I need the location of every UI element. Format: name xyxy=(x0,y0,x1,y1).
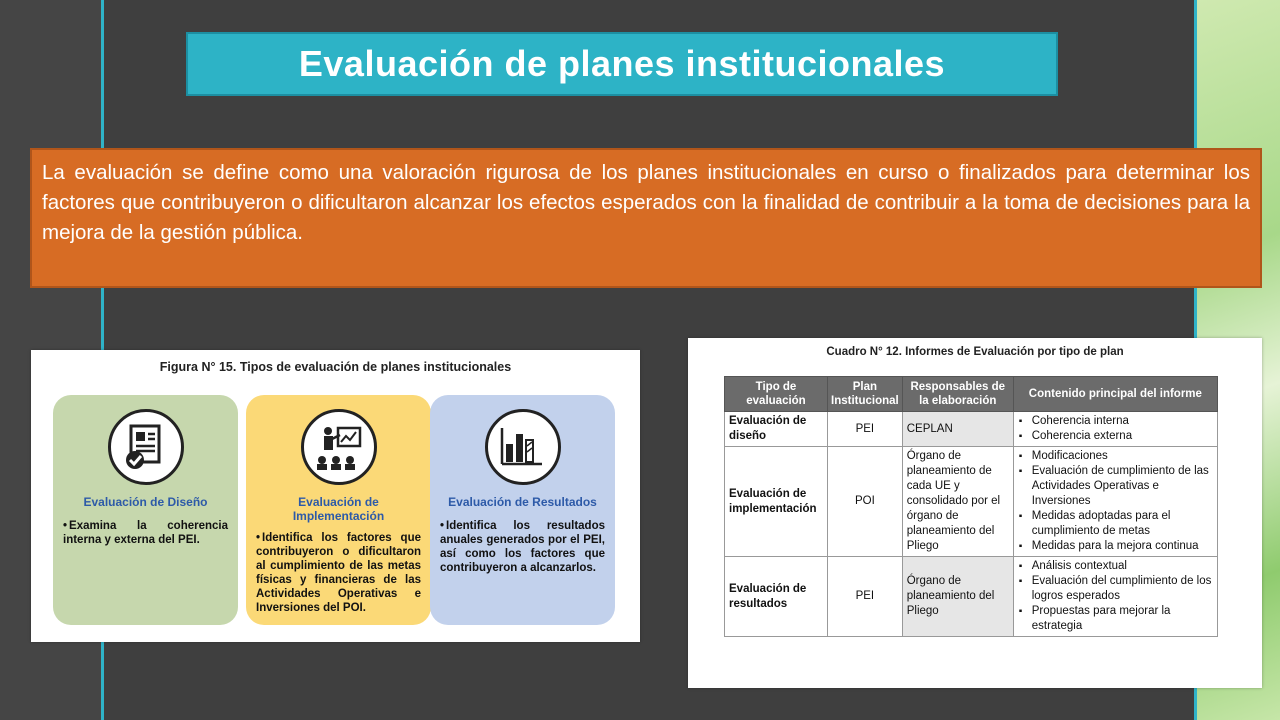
list-item: ▪ Evaluación del cumplimiento de los logros esperados xyxy=(1032,574,1213,604)
table-row xyxy=(725,447,1218,557)
list-item: ▪ Evaluación de cumplimiento de las Actividades Operativas e Inversiones xyxy=(1032,464,1213,509)
column-header: Tipo de evaluación xyxy=(725,377,828,412)
slide-title: Evaluación de planes institucionales xyxy=(298,43,946,84)
table-row xyxy=(725,557,1218,637)
slide-title-box xyxy=(186,32,1058,96)
list-item: ▪ Coherencia externa xyxy=(1032,429,1213,444)
figure-panel xyxy=(31,350,640,642)
cell-plan: POI xyxy=(828,447,903,557)
cell-contenido xyxy=(1013,557,1217,637)
table-row xyxy=(725,412,1218,447)
cell-responsables: CEPLAN xyxy=(902,412,1013,447)
cell-responsables: Órgano de planeamiento del Pliego xyxy=(902,557,1013,637)
table-panel xyxy=(688,338,1262,688)
list-item: ▪ Medidas para la mejora continua xyxy=(1032,539,1213,554)
bar-chart-icon xyxy=(485,409,561,485)
cell-responsables: Órgano de planeamiento de cada UE y consolidado por el órgano de planeamiento del Pliego xyxy=(902,447,1013,557)
table-title: Cuadro N° 12. Informes de Evaluación por tipo de plan xyxy=(826,346,1124,358)
card-body: • Identifica los resultados anuales generados por el PEI, así como los factores que contribuyeron a alcanzarlos. xyxy=(440,520,605,574)
document-check-icon xyxy=(108,409,184,485)
cell-tipo: Evaluación de implementación xyxy=(725,447,828,557)
card-implementation-evaluation xyxy=(246,395,431,625)
list-item: ▪ Análisis contextual xyxy=(1032,559,1213,574)
definition-text: La evaluación se define como una valoración rigurosa de los planes institucionales en curso o finalizados para determinar los factores que contribuyeron o dificultaron alcanzar los efectos esperados con la finalidad de contribuir a la toma de decisiones para la mejora de la gestión pública. xyxy=(42,161,1250,244)
card-body: • Identifica los factores que contribuyeron o dificultaron al cumplimiento de las metas físicas y financieras de las Actividades Operativas e Inversiones del POI. xyxy=(256,532,421,614)
card-title: Evaluación de Resultados xyxy=(448,495,597,509)
list-item: ▪ Medidas adoptadas para el cumplimiento de metas xyxy=(1032,509,1213,539)
list-item: ▪ Propuestas para mejorar la estrategia xyxy=(1032,604,1213,634)
column-header: Responsables de la elaboración xyxy=(902,377,1013,412)
card-design-evaluation xyxy=(53,395,238,625)
column-header: Contenido principal del informe xyxy=(1013,377,1217,412)
card-title: Evaluación de Implementación xyxy=(292,495,385,523)
cell-contenido xyxy=(1013,447,1217,557)
column-header: Plan Institucional xyxy=(828,377,903,412)
cell-plan: PEI xyxy=(828,412,903,447)
table-header-row xyxy=(725,377,1218,412)
cell-tipo: Evaluación de diseño xyxy=(725,412,828,447)
evaluation-reports-table xyxy=(724,376,1218,637)
card-title: Evaluación de Diseño xyxy=(83,495,208,509)
figure-title: Figura N° 15. Tipos de evaluación de planes institucionales xyxy=(159,360,512,374)
definition-box xyxy=(30,148,1262,288)
card-body: • Examina la coherencia interna y externa del PEI. xyxy=(63,520,228,546)
card-results-evaluation xyxy=(430,395,615,625)
list-item: ▪ Coherencia interna xyxy=(1032,414,1213,429)
presenter-icon xyxy=(301,409,377,485)
cell-contenido xyxy=(1013,412,1217,447)
cell-tipo: Evaluación de resultados xyxy=(725,557,828,637)
cell-plan: PEI xyxy=(828,557,903,637)
list-item: ▪ Modificaciones xyxy=(1032,449,1213,464)
